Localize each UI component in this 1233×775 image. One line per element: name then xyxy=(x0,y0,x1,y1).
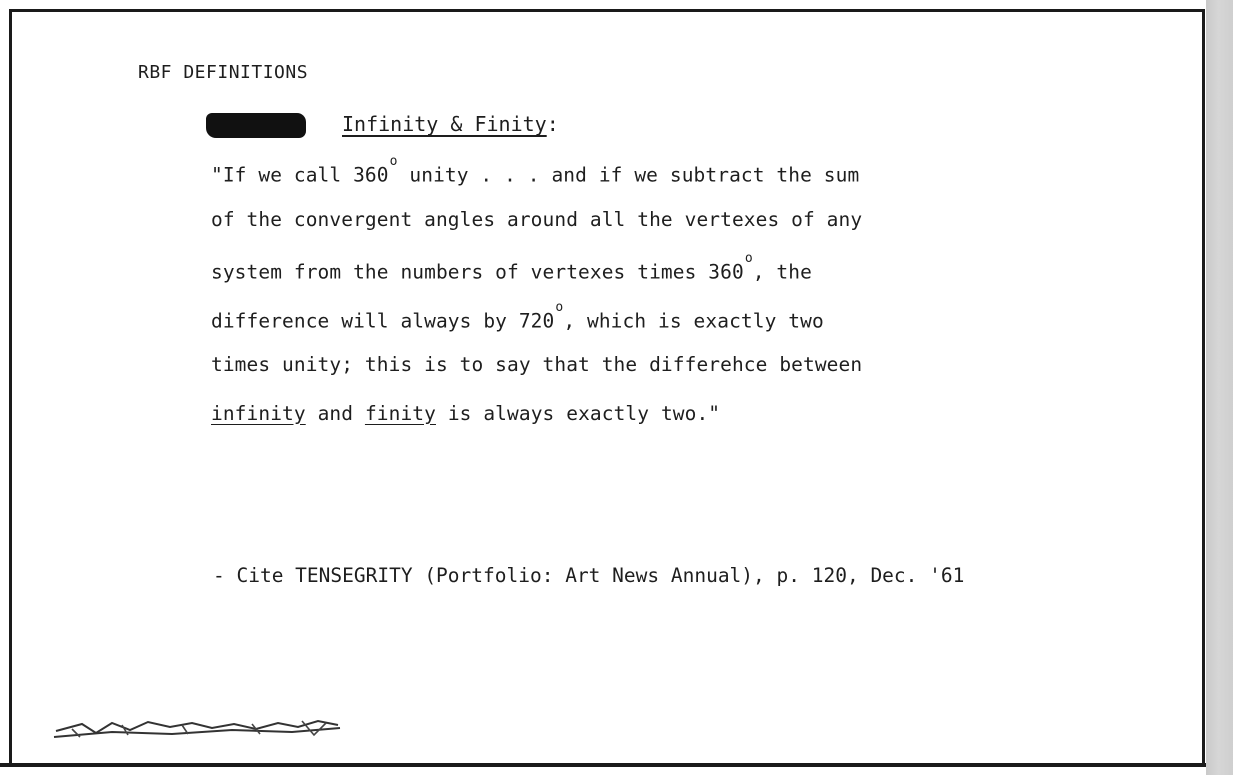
quote-line-3 xyxy=(211,251,1011,300)
scan-edge-strip xyxy=(1206,0,1233,775)
quote-text: "If we call 360 xyxy=(211,163,389,187)
card-bottom-rule xyxy=(0,763,1206,767)
quote-text: , which is exactly two xyxy=(563,309,824,332)
quote-line-1 xyxy=(211,154,1011,203)
quote-text: system from the numbers of vertexes times 360 xyxy=(211,260,744,284)
underlined-infinity: infinity xyxy=(211,401,306,425)
term-heading xyxy=(342,112,559,136)
underlined-finity: finity xyxy=(364,401,436,425)
quote-text: and xyxy=(305,401,365,425)
degree-symbol: o xyxy=(555,299,564,315)
degree-symbol: o xyxy=(744,251,753,266)
crossed-out-scribble xyxy=(52,715,342,743)
quote-text: , the xyxy=(752,260,812,284)
definition-quote xyxy=(211,154,1011,445)
quote-text: unity . . . and if we subtract the sum xyxy=(397,163,860,187)
quote-line-5: times unity; this is to say that the differehce between xyxy=(211,353,863,376)
document-header: RBF DEFINITIONS xyxy=(138,62,309,83)
quote-text: is always exactly two." xyxy=(435,401,721,425)
quote-line-6 xyxy=(211,397,1011,446)
citation: - Cite TENSEGRITY (Portfolio: Art News Annual), p. 120, Dec. '61 xyxy=(213,564,965,587)
term-title: Infinity & Finity xyxy=(342,112,547,136)
redaction-mark xyxy=(206,113,306,138)
quote-line-4 xyxy=(211,300,1011,349)
quote-line-2: of the convergent angles around all the vertexes of any xyxy=(211,207,863,231)
quote-text: difference will always by 720 xyxy=(211,309,555,332)
term-colon: : xyxy=(546,112,559,136)
degree-symbol: o xyxy=(389,154,398,169)
